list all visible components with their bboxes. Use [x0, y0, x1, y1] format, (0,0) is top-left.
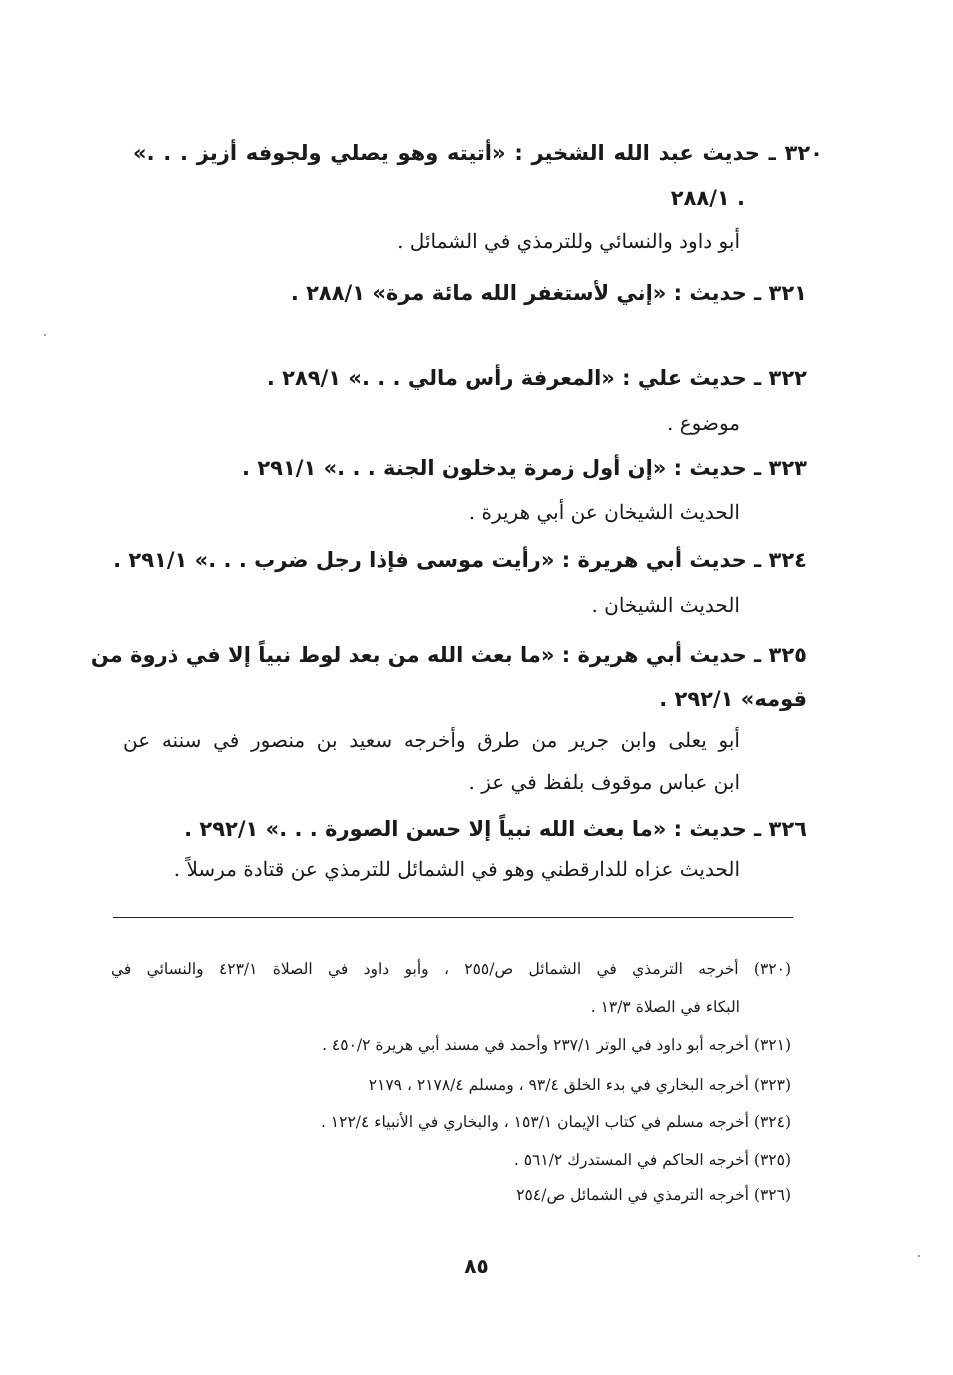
entry-325-note-cont: ابن عباس موقوف بلفظ في عز .: [468, 770, 740, 794]
footnote-325: (٣٢٥) أخرجه الحاكم في المستدرك ٥٦١/٢ .: [513, 1151, 791, 1169]
footnote-321: (٣٢١) أخرجه أبو داود في الوتر ٢٣٧/١ وأحمد في مسند أبي هريرة ٤٥٠/٢ .: [322, 1036, 791, 1054]
entry-324-note: الحديث الشيخان .: [591, 593, 740, 617]
footnote-326: (٣٢٦) أخرجه الترمذي في الشمائل ص/٢٥٤: [516, 1186, 791, 1204]
entry-322-heading: ٣٢٢ ـ حديث علي : «المعرفة رأس مالي . . .» ٢٨٩/١ .: [266, 366, 807, 390]
scan-speck: [44, 334, 46, 336]
entry-320-heading-cont: . ٢٨٨/١: [670, 186, 745, 210]
entry-320-heading: ٣٢٠ ـ حديث عبد الله الشخير : «أتيته وهو يصلي ولجوفه أزيز . . .»: [133, 141, 823, 165]
footnote-320: (٣٢٠) أخرجه الترمذي في الشمائل ص/٢٥٥ ، وأبو داود في الصلاة ٤٢٣/١ والنسائي في: [111, 960, 791, 978]
entry-324-heading: ٣٢٤ ـ حديث أبي هريرة : «رأيت موسى فإذا رجل ضرب . . .» ٢٩١/١ .: [113, 548, 807, 572]
footnote-separator: [113, 917, 793, 918]
page-number: ٨٥: [464, 1254, 489, 1278]
entry-323-heading: ٣٢٣ ـ حديث : «إن أول زمرة يدخلون الجنة . . .» ٢٩١/١ .: [242, 456, 807, 480]
entry-323-note: الحديث الشيخان عن أبي هريرة .: [468, 500, 740, 524]
entry-321-heading: ٣٢١ ـ حديث : «إني لأستغفر الله مائة مرة» ٢٨٨/١ .: [290, 281, 807, 305]
entry-325-note: أبو يعلى وابن جرير من طرق وأخرجه سعيد بن منصور في سننه عن: [123, 728, 740, 752]
entry-326-heading: ٣٢٦ ـ حديث : «ما بعث الله نبياً إلا حسن الصورة . . .» ٢٩٢/١ .: [184, 817, 807, 841]
entry-320-note: أبو داود والنسائي وللترمذي في الشمائل .: [397, 229, 740, 253]
entry-325-heading-cont: قومه» ٢٩٢/١ .: [659, 687, 807, 711]
entry-322-note: موضوع .: [666, 411, 740, 435]
footnote-320-cont: البكاء في الصلاة ١٣/٣ .: [590, 998, 740, 1016]
scan-speck: [918, 1255, 920, 1257]
entry-325-heading: ٣٢٥ ـ حديث أبي هريرة : «ما بعث الله من بعد لوط نبياً إلا في ذروة من: [90, 643, 807, 667]
entry-326-note: الحديث عزاه للدارقطني وهو في الشمائل للترمذي عن قتادة مرسلاً .: [173, 857, 740, 881]
footnote-323: (٣٢٣) أخرجه البخاري في بدء الخلق ٩٣/٤ ، ومسلم ٢١٧٨/٤ ، ٢١٧٩: [368, 1076, 791, 1094]
footnote-324: (٣٢٤) أخرجه مسلم في كتاب الإيمان ١٥٣/١ ، والبخاري في الأنبياء ١٢٢/٤ .: [320, 1113, 791, 1131]
